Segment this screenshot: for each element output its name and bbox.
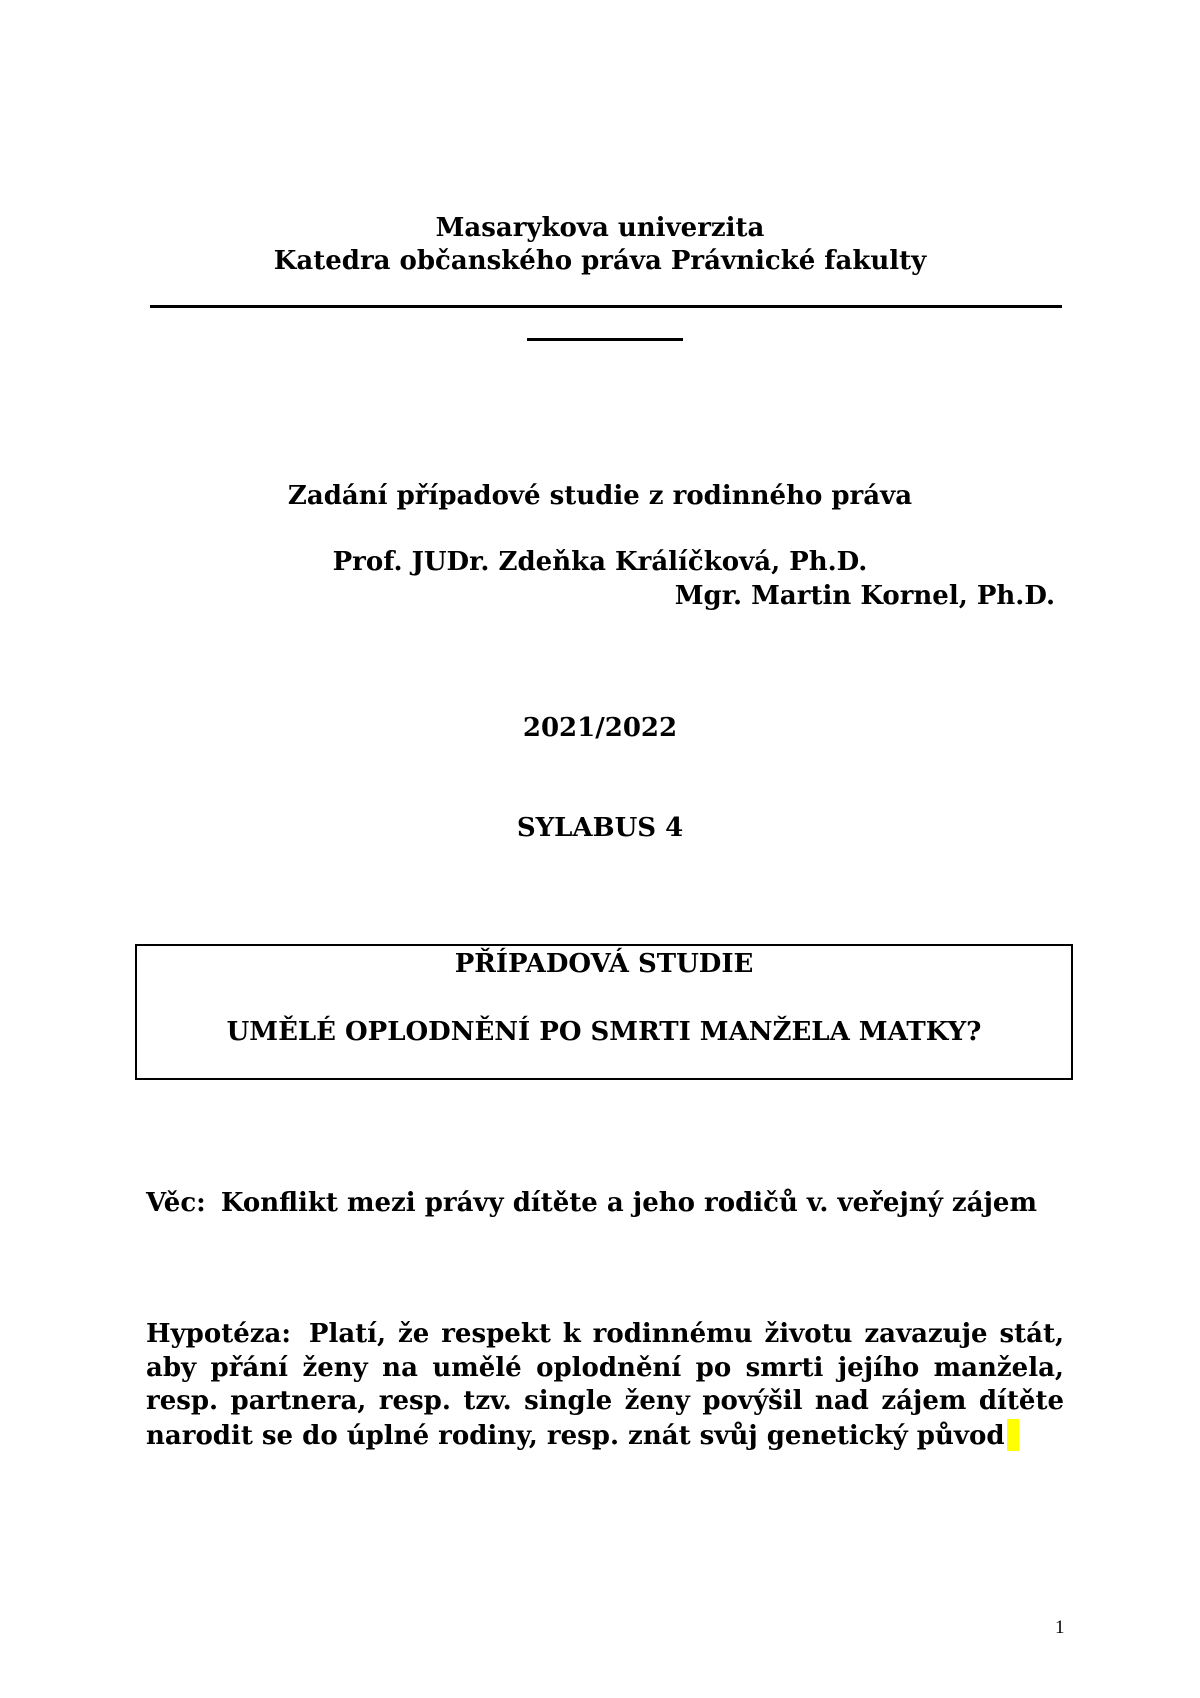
case-study-question: UMĚLÉ OPLODNĚNÍ PO SMRTI MANŽELA MATKY? xyxy=(226,1017,982,1047)
header-rule xyxy=(150,305,1062,308)
hypothesis-label: Hypotéza: xyxy=(146,1319,291,1349)
text-highlight-mark xyxy=(1007,1419,1019,1451)
subject-text: Konflikt mezi právy dítěte a jeho rodičů v. veřejný zájem xyxy=(220,1188,1037,1218)
hypothesis-paragraph xyxy=(146,1318,1064,1453)
case-study-box xyxy=(135,944,1073,1080)
department-name: Katedra občanského práva Právnické fakulty xyxy=(273,246,927,276)
case-study-heading: PŘÍPADOVÁ STUDIE xyxy=(454,949,754,979)
subject-label: Věc: xyxy=(146,1188,206,1218)
academic-year: 2021/2022 xyxy=(522,713,678,743)
university-name: Masarykova univerzita xyxy=(435,213,765,243)
syllabus-label: SYLABUS 4 xyxy=(516,813,684,843)
assignment-title: Zadání případové studie z rodinného práva xyxy=(287,481,913,511)
author-secondary: Mgr. Martin Kornel, Ph.D. xyxy=(674,581,1055,611)
page-number: 1 xyxy=(1055,1617,1065,1638)
subject-paragraph xyxy=(146,1187,1064,1221)
author-primary: Prof. JUDr. Zdeňka Králíčková, Ph.D. xyxy=(332,547,868,577)
header-rule-short xyxy=(527,338,683,341)
hypothesis-text: Platí, že respekt k rodinnému životu zavazuje stát, aby přání ženy na umělé oplodnění po smrti jejího manžela, resp. partnera, resp. tzv. single ženy povýšil nad zájem dítěte narodit se do úplné rodiny, resp. znát svůj genetický původ xyxy=(146,1319,1065,1451)
